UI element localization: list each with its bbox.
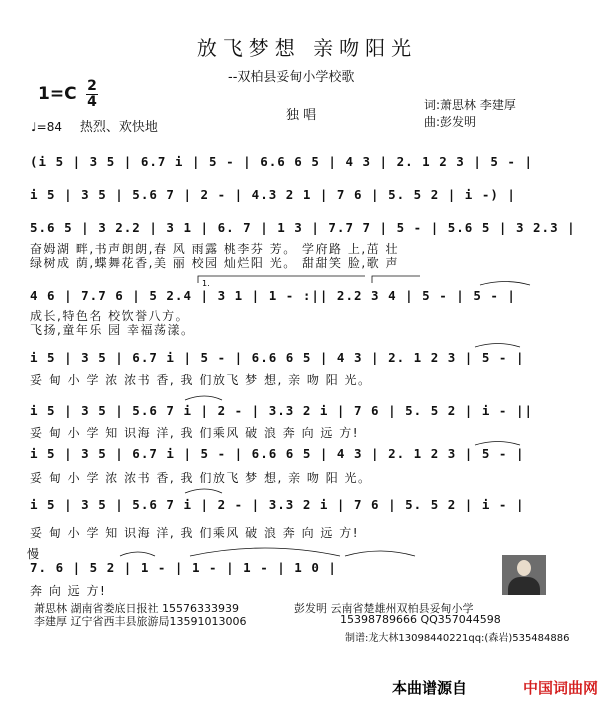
source-site-link[interactable]: 中国词曲网 xyxy=(523,679,599,697)
footer-contact-2: 李建厚 辽宁省西丰县旅游局13591013006 xyxy=(34,615,247,628)
source-label: 本曲谱源自 xyxy=(392,679,468,697)
footer-contact-3: 彭发明 云南省楚雄州双柏县妥甸小学 xyxy=(294,602,474,615)
score-line-3-notes: 5.6 5 | 3 2.2 | 3 1 | 6. 7 | 1 3 | 7.7 7 | 5 - | 5.6 5 | 3 2.3 | xyxy=(30,220,576,235)
meter-bottom: 4 xyxy=(87,94,97,110)
tempo-value: ♩=84 xyxy=(31,120,62,134)
score-line-8-notes: i 5 | 3 5 | 5.6 7 i | 2 - | 3.3 2 i | 7 6 | 5. 5 2 | i - | xyxy=(30,497,525,512)
volta-1-bracket xyxy=(198,276,365,283)
score-line-3-lyrics-2: 绿树成 荫,蝶舞花香,美 丽 校园 灿烂阳 光。 甜甜笑 脸,歌 声 xyxy=(30,256,399,270)
tie-line-8 xyxy=(185,489,222,493)
tie-line-9c xyxy=(345,551,415,556)
composer-photo xyxy=(502,555,546,595)
score-line-7-notes: i 5 | 3 5 | 6.7 i | 5 - | 6.6 6 5 | 4 3 | 2. 1 2 3 | 5 - | xyxy=(30,446,525,461)
key-signature: 1=C xyxy=(38,84,77,104)
tempo-change-marking: 慢 xyxy=(27,547,40,561)
photo-shoulders xyxy=(508,577,540,595)
score-line-1-notes: (i 5 | 3 5 | 6.7 i | 5 - | 6.6 6 5 | 4 3 | 2. 1 2 3 | 5 - | xyxy=(30,154,534,169)
tie-line-9b xyxy=(190,548,340,556)
meter-top: 2 xyxy=(87,78,97,94)
mood-marking: 热烈、欢快地 xyxy=(79,120,158,135)
song-subtitle: --双柏县妥甸小学校歌 xyxy=(228,70,355,85)
score-line-9-lyrics: 奔 向 远 方! xyxy=(30,584,107,598)
score-line-3-lyrics-1: 奋姆湖 畔,书声朗朗,春 风 雨露 桃李芬 芳。 学府路 上,茁 壮 xyxy=(30,242,399,256)
lyricist-credit: 词:萧思林 李建厚 xyxy=(424,98,516,112)
score-line-4-lyrics-2: 飞扬,童年乐 园 幸福荡漾。 xyxy=(30,323,195,337)
tie-line-9a xyxy=(120,552,155,556)
score-line-6-notes: i 5 | 3 5 | 5.6 7 i | 2 - | 3.3 2 i | 7 6 | 5. 5 2 | i - || xyxy=(30,403,534,418)
score-line-4-lyrics-1: 成长,特色名 校饮誉八方。 xyxy=(30,309,190,323)
score-line-4-notes: 4 6 | 7.7 6 | 5 2.4 | 3 1 | 1 - :|| 2.2 3 4 | 5 - | 5 - | xyxy=(30,288,516,303)
score-line-2-notes: i 5 | 3 5 | 5.6 7 | 2 - | 4.3 2 1 | 7 6 | 5. 5 2 | i -) | xyxy=(30,187,516,202)
volta-1-label: 1. xyxy=(202,279,210,288)
photo-head xyxy=(517,560,531,576)
volta-2-bracket xyxy=(372,276,420,283)
song-title: 放飞梦想 亲吻阳光 xyxy=(196,36,418,60)
composer-credit: 曲:彭发明 xyxy=(424,115,477,129)
score-line-5-lyrics: 妥 甸 小 学 浓 浓书 香, 我 们放飞 梦 想, 亲 吻 阳 光。 xyxy=(30,373,372,387)
score-line-9-notes: 7. 6 | 5 2 | 1 - | 1 - | 1 - | 1 0 | xyxy=(30,560,337,575)
score-line-8-lyrics: 妥 甸 小 学 知 识海 洋, 我 们乘风 破 浪 奔 向 远 方! xyxy=(30,526,360,540)
score-line-7-lyrics: 妥 甸 小 学 浓 浓书 香, 我 们放飞 梦 想, 亲 吻 阳 光。 xyxy=(30,471,372,485)
score-maker-credit: 制谱:龙大林13098440221qq:(森岩)535484886 xyxy=(345,633,570,644)
tie-line-6 xyxy=(185,396,222,400)
score-line-6-lyrics: 妥 甸 小 学 知 识海 洋, 我 们乘风 破 浪 奔 向 远 方! xyxy=(30,426,360,440)
performance-mode: 独 唱 xyxy=(286,108,317,123)
footer-contact-4: 15398789666 QQ357044598 xyxy=(340,613,501,626)
tie-line-7 xyxy=(475,442,520,446)
tie-line-4 xyxy=(480,282,530,286)
tie-line-5 xyxy=(475,344,520,348)
score-line-5-notes: i 5 | 3 5 | 6.7 i | 5 - | 6.6 6 5 | 4 3 | 2. 1 2 3 | 5 - | xyxy=(30,350,525,365)
footer-contact-1: 萧思林 湖南省娄底日报社 15576333939 xyxy=(34,602,239,615)
